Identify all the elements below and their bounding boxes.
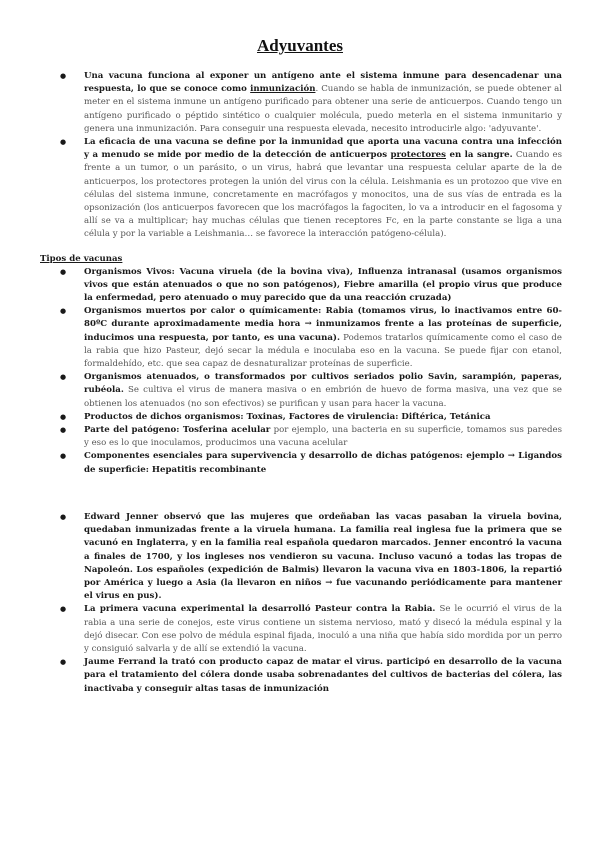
list-item: ● Jaume Ferrand la trató con producto capaz de matar el virus. participó en desarrollo de la vacuna para el tratamiento del cólera donde usaba sobrenadantes del cultivos de bacterias del cólera, las inactivaba y conseguir altas tasas de inmunización xyxy=(56,656,562,696)
list-item: ● Componentes esenciales para supervivencia y desarrollo de dichas patógenos: ejemplo → Ligandos de superficie: Hepatitis recombinante xyxy=(56,450,562,476)
protectores-term: protectores xyxy=(390,150,446,161)
list-item: ● Organismos atenuados, o transformados por cultivos seriados polio Savin, sarampión, paperas, rubéola. Se cultiva el virus de manera masiva o en embrión de huevo de forma masiva, una vez que se obtienen los atenuados (no son efectivos) se purifican y usan para hacer la vacuna. xyxy=(56,371,562,411)
list-item: ● La eficacia de una vacuna se define por la inmunidad que aporta una vacuna contra una infección y a menudo se mide por medio de la detección de anticuerpos protectores en la sangre. Cuando es frente a un tumor, o un parásito, o un virus, habrá que levantar una respuesta celular aparte de la de anticuerpos, los protectores protegen la unión del virus con la célula. Leishmania es un protozoo que vive en células del sistema inmune, concretamente en macrófagos y monocitos, una de sus vías de entrada es la opsonización (los anticuerpos favorecen que los macrófagos la fagociten, lo va a introducir en el fagosoma y allí se va a multiplicar; hay muchas células que tienen receptores Fc, en la parte constante se liga a una célula y por la variable a Leishmania… se favorece la interacción patógeno-célula). xyxy=(56,136,562,242)
section-title: Tipos de vacunas xyxy=(40,253,123,264)
document-body xyxy=(40,70,562,696)
tipos-list xyxy=(56,266,562,477)
list-item: ● La primera vacuna experimental la desarrolló Pasteur contra la Rabia. Se le ocurrió el virus de la rabia a una serie de conejos, este virus contiene un sistema nervioso, mató y disecó la médula espinal y la dejó disecar. Con ese polvo de médula espinal fijada, inoculó a una niña que había sido mordida por un perro y consiguió salvarla y de allí se extendió la vacuna. xyxy=(56,603,562,656)
list-item: ● Organismos Vivos: Vacuna viruela (de la bovina viva), Influenza intranasal (usamos organismos vivos que están atenuados o que no son patógenos), Fiebre amarilla (el propio virus que produce la enfermedad, pero atenuado o muy parecido que da una reacción cruzada) xyxy=(56,266,562,306)
list-item: ● Edward Jenner observó que las mujeres que ordeñaban las vacas pasaban la viruela bovina, quedaban inmunizadas frente a la viruela humana. La familia real inglesa fue la primera que se vacunó en Inglaterra, y en la familia real española quedaron marcados. Jenner encontró la vacuna a finales de 1700, y los ingleses nos vendieron su vacuna. Incluso vacunó a todas las tropas de Napoleón. Los españoles (expedición de Balmis) llevaron la vacuna viva en 1803-1806, la repartió por América y luego a Asia (la llevaron en niños → fue vacunando periódicamente para mantener el virus en pus). xyxy=(56,511,562,603)
list-item: ● Una vacuna funciona al exponer un antígeno ante el sistema inmune para desencadenar una respuesta, lo que se conoce como inmunización. Cuando se habla de inmunización, se puede obtener al meter en el sistema inmune un antígeno purificado para obtener una serie de anticuerpos. Cuando tengo un antígeno purificado o péptido sintético o cualquier molécula, puedo meterla en el sistema inmunitario y genera una inmunización. Para conseguir una respuesta elevada, necesito introducirle algo: 'adyuvante'. xyxy=(56,70,562,136)
intro-list xyxy=(56,70,562,242)
inmunizacion-term: inmunización xyxy=(250,84,316,95)
list-item: ● Parte del patógeno: Tosferina acelular por ejemplo, una bacteria en su superficie, tomamos sus paredes y eso es lo que inoculamos, producimos una vacuna acelular xyxy=(56,424,562,450)
list-item: ● Productos de dichos organismos: Toxinas, Factores de virulencia: Diftérica, Tetánica xyxy=(56,411,562,424)
historia-list xyxy=(56,511,562,696)
list-item: ● Organismos muertos por calor o químicamente: Rabia (tomamos virus, lo inactivamos entre 60-80ºC durante aproximadamente media hora → inmunizamos frente a las proteínas de superficie, inducimos una respuesta, por tanto, es una vacuna). Podemos tratarlos químicamente como el caso de la rabia que hizo Pasteur, dejó secar la médula e inoculaba eso en la vacuna. Se puede fijar con etanol, formaldehído, etc. que sea capaz de desnaturalizar proteínas de superficie. xyxy=(56,305,562,371)
spacer xyxy=(56,477,562,511)
page-title: Adyuvantes xyxy=(257,36,343,55)
